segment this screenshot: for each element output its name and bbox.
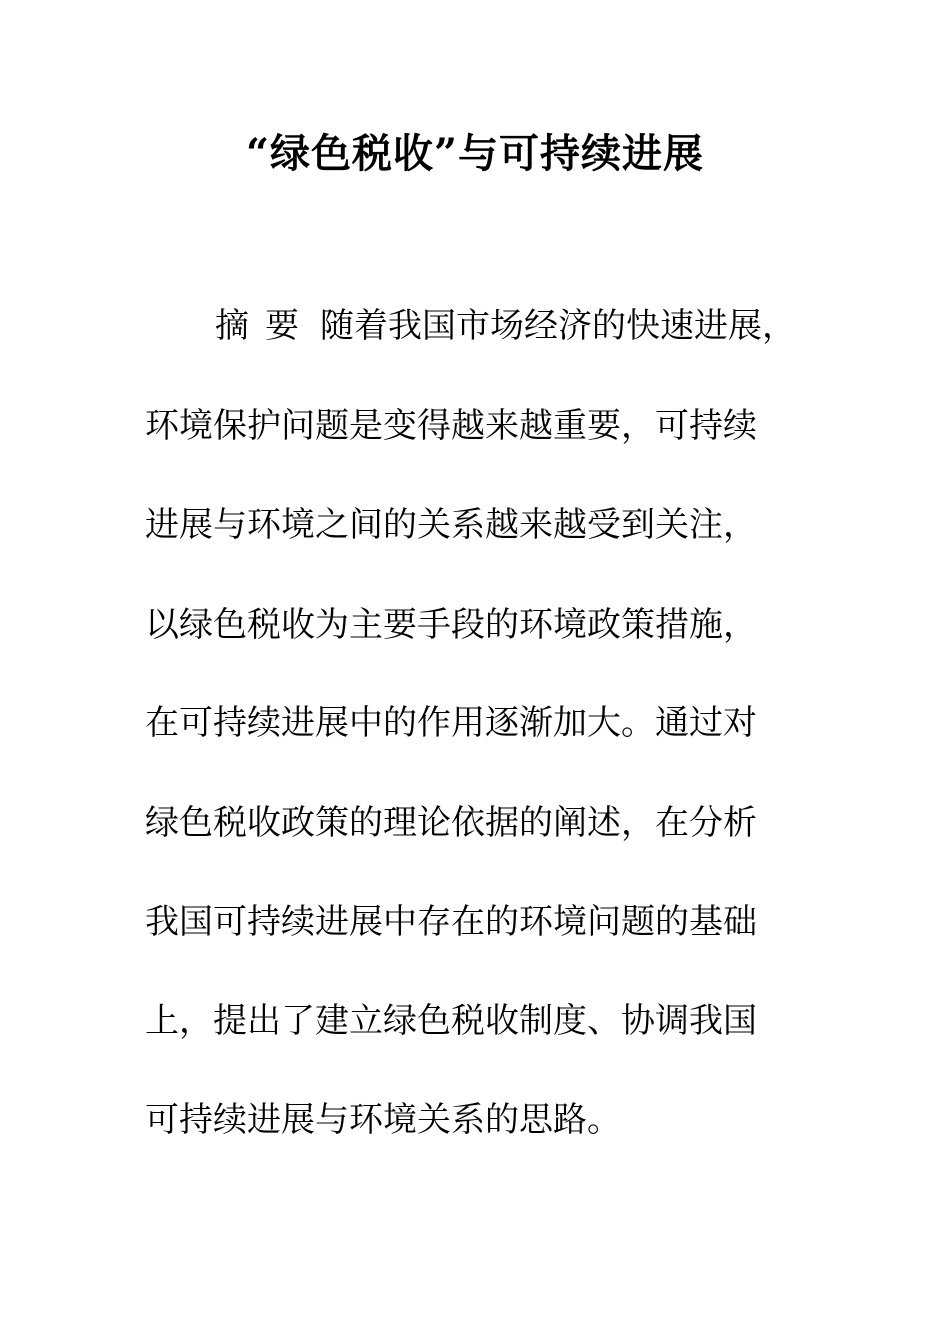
abstract-line-2: 环境保护问题是变得越来越重要，可持续 — [145, 406, 757, 446]
abstract-line-4: 以绿色税收为主要手段的环境政策措施， — [145, 605, 757, 645]
abstract-line-5: 在可持续进展中的作用逐渐加大。通过对 — [145, 703, 757, 743]
document-title: “绿色税收”与可持续进展 — [245, 130, 704, 177]
abstract-line-6: 绿色税收政策的理论依据的阐述，在分析 — [145, 803, 757, 843]
abstract-line-3: 进展与环境之间的关系越来越受到关注， — [145, 505, 757, 545]
abstract-label-first-char: 摘 — [215, 306, 249, 346]
abstract-line-8: 上，提出了建立绿色税收制度、协调我国 — [145, 1001, 757, 1041]
abstract-label-second-char: 要 — [265, 306, 299, 346]
abstract-line-7: 我国可持续进展中存在的环境问题的基础 — [145, 902, 757, 942]
abstract-line-1: 随着我国市场经济的快速进展， — [320, 306, 796, 346]
abstract-line-9: 可持续进展与环境关系的思路。 — [145, 1100, 621, 1140]
